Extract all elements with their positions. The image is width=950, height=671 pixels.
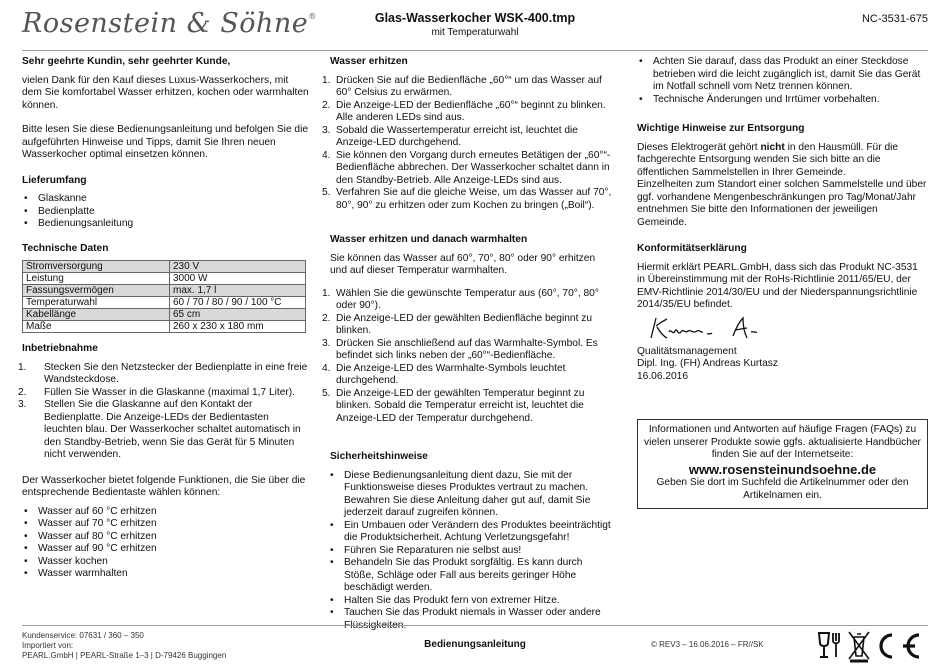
column-3: [637, 56, 928, 509]
scope-heading: Lieferumfang: [22, 174, 87, 186]
tech-table: [22, 260, 306, 333]
heat-heading: Wasser erhitzen: [330, 56, 408, 67]
list-item: • Ein Umbauen oder Verändern des Produktes beeinträchtigt die Produktsicherheit. Achtung Verletzungsgefahr!: [344, 520, 613, 545]
table-row: Fassungsvermögen max. 1,7 l: [23, 285, 306, 297]
list-item: • Wasser auf 80 °C erhitzen: [38, 531, 309, 544]
table-row: Temperaturwahl 60 / 70 / 80 / 90 / 100 °C: [23, 297, 306, 309]
signature: [637, 312, 928, 346]
website-link[interactable]: www.rosensteinundsoehne.de: [688, 461, 877, 477]
safety-heading: Sicherheitshinweise: [330, 451, 428, 462]
functions-intro: Der Wasserkocher bietet folgende Funktionen, die Sie über die entsprechende Bedientaste wählen können:: [22, 474, 306, 498]
list-item: 5. Die Anzeige-LED der gewählten Temperatur beginnt zu blinken. Sobald die Temperatur erreicht ist, leuchtet die Anzeige-LED der Temperatur durchgehend.: [322, 387, 585, 424]
certification-icons: [816, 629, 928, 665]
sign-date: 16.06.2016: [637, 370, 688, 382]
list-item: • Wasser auf 70 °C erhitzen: [38, 518, 309, 531]
safety-list-continued: [637, 56, 928, 106]
keep-warm-heading: Wasser erhitzen und danach warmhalten: [330, 234, 528, 245]
faq-box: [637, 419, 928, 509]
article-code: NC-3531-675: [861, 13, 928, 25]
list-item: 2. Die Anzeige-LED der Bedienfläche „60°“ beginnt zu blinken. Alle anderen LEDs sind aus.: [322, 99, 606, 123]
table-row: Stromversorgung 230 V: [23, 261, 306, 273]
conformity-text: Hiermit erklärt PEARL.GmbH, dass sich das Produkt NC-3531 in Übereinstimmung mit der RoHs-Richtlinie 2011/65/EU, der EMV-Richtlinie 2014/30/EU und der Niederspannungsrichtlinie 2014/35/EU befindet.: [637, 261, 918, 310]
list-item: • Führen Sie Reparaturen nie selbst aus!: [344, 545, 613, 558]
list-item: • Tauchen Sie das Produkt niemals in Wasser oder andere Flüssigkeiten.: [344, 607, 613, 632]
conformity-heading: Konformitätserklärung: [637, 243, 747, 254]
list-item: 3. Drücken Sie anschließend auf das Warmhalte-Symbol. Es befindet sich links neben der „60°“-Bedienfläche.: [322, 337, 598, 361]
list-item: • Technische Änderungen und Irrtümer vorbehalten.: [653, 94, 928, 107]
disposal-heading: Wichtige Hinweise zur Entsorgung: [637, 123, 805, 134]
table-row: Maße 260 x 230 x 180 mm: [23, 321, 306, 333]
column-1: [18, 56, 309, 581]
heat-steps: [322, 75, 613, 213]
intro-paragraph-1: vielen Dank für den Kauf dieses Luxus-Wasserkochers, mit dem Sie komfortabel Wasser erhitzen, kochen oder warmhalten können.: [22, 74, 309, 111]
list-item: • Behandeln Sie das Produkt sorgfältig. Es kann durch Stöße, Schläge oder Fall aus bereits geringer Höhe beschädigt werden.: [344, 557, 613, 595]
list-item: • Bedienungsanleitung: [38, 218, 309, 231]
list-item: 1. Drücken Sie auf die Bedienfläche „60°“ um das Wasser auf 60° Celsius zu erwärmen.: [322, 74, 602, 98]
greeting: Sehr geehrte Kundin, sehr geehrter Kunde,: [22, 56, 231, 67]
column-2: [322, 56, 613, 632]
list-item: 4. Sie können den Vorgang durch erneutes Betätigen der „60°“-Bedienfläche abbrechen. Der Wasserkocher schaltet dann in den Standby-Betrieb. Alle Anzeige-LEDs sind aus.: [322, 149, 611, 186]
document-subtitle: mit Temperaturwahl: [431, 27, 519, 38]
list-item: 1. Wählen Sie die gewünschte Temperatur aus (60°, 70°, 80° oder 90°).: [322, 287, 599, 311]
importer-address: PEARL.GmbH | PEARL-Straße 1–3 | D-79426 Buggingen: [22, 651, 227, 660]
safety-list: [322, 470, 613, 633]
list-item: • Wasser warmhalten: [38, 568, 309, 581]
customer-service: Kundenservice: 07631 / 360 – 350: [22, 631, 144, 640]
document-title: Glas-Wasserkocher WSK-400.tmp: [374, 11, 576, 25]
faq-text-2: Geben Sie dort im Suchfeld die Artikelnummer oder den Artikelnamen ein.: [656, 477, 909, 501]
sign-role: Qualitätsmanagement: [637, 345, 737, 357]
importer-label: Importiert von:: [22, 641, 74, 650]
list-item: 2. Die Anzeige-LED der gewählten Bedienfläche beginnt zu blinken.: [322, 312, 592, 336]
footer-title: Bedienungsanleitung: [424, 639, 526, 650]
signature-image: [637, 312, 777, 346]
scope-list: [22, 193, 309, 231]
list-item: 2. Füllen Sie Wasser in die Glaskanne (maximal 1,7 Liter).: [18, 386, 296, 398]
sign-name: Dipl. Ing. (FH) Andreas Kurtasz: [637, 358, 778, 369]
list-item: • Achten Sie darauf, dass das Produkt an einer Steckdose betrieben wird die leicht zugänglich ist, damit Sie das Gerät im Notfall schnell vom Netz trennen können.: [653, 56, 928, 94]
weee-bin-icon: [849, 632, 869, 661]
table-row: Leistung 3000 W: [23, 273, 306, 285]
glass-fork-icon: [819, 633, 839, 657]
list-item: • Bedienplatte: [38, 206, 309, 219]
setup-heading: Inbetriebnahme: [22, 343, 98, 354]
faq-text: Informationen und Antworten auf häufige Fragen (FAQs) zu vielen unserer Produkte sowie ggfs. aktualisierte Handbücher finden Sie auf der Internetseite:: [644, 424, 921, 460]
list-item: • Wasser kochen: [38, 556, 309, 569]
list-item: • Diese Bedienungsanleitung dient dazu, Sie mit der Funktionsweise dieses Produktes vertraut zu machen. Bewahren Sie diese Anleitung daher gut auf, damit Sie jederzeit darauf zugreifen können.: [344, 470, 613, 520]
tech-heading: Technische Daten: [22, 242, 109, 254]
header-divider: [22, 50, 928, 51]
footer-divider: [22, 625, 928, 626]
revision-info: © REV3 – 16.06.2016 – FR//SK: [651, 640, 764, 649]
list-item: • Glaskanne: [38, 193, 309, 206]
keep-warm-intro: Sie können das Wasser auf 60°, 70°, 80° oder 90° erhitzen und auf dieser Temperatur warmhalten.: [330, 252, 596, 276]
list-item: 3. Sobald die Wassertemperatur erreicht ist, leuchtet die Anzeige-LED durchgehend.: [322, 124, 578, 148]
list-item: • Halten Sie das Produkt fern von extremer Hitze.: [344, 595, 613, 608]
keep-warm-steps: [322, 288, 613, 426]
list-item: 4. Die Anzeige-LED des Warmhalte-Symbols leuchtet durchgehend.: [322, 362, 566, 386]
list-item: • Wasser auf 60 °C erhitzen: [38, 506, 309, 519]
list-item: • Wasser auf 90 °C erhitzen: [38, 543, 309, 556]
list-item: 5. Verfahren Sie auf die gleiche Weise, um das Wasser auf 70°, 80°, 90° zu erhitzen oder zum Kochen zu bringen („Boil“).: [322, 187, 612, 211]
setup-steps: [18, 362, 309, 462]
disposal-text-2: Einzelheiten zum Standort einer solchen Sammelstelle und über ggf. vorhandene Mengenbeschränkungen pro Tag/Monat/Jahr entnehmen Sie bitte den Informationen der jeweiligen Gemeinde.: [637, 179, 927, 228]
list-item: 3. Stellen Sie die Glaskanne auf den Kontakt der Bedienplatte. Die Anzeige-LEDs der Bedientasten leuchten blau. Der Wasserkocher schaltet automatisch in den Standby-Betrieb, wenn Sie das Gerät für 5 Minuten nicht verwenden.: [18, 399, 301, 460]
ce-mark-icon: [881, 635, 919, 657]
disposal-text: Dieses Elektrogerät gehört nicht in den Hausmüll. Für die fachgerechte Entsorgung wenden Sie sich bitte an die öffentlichen Sammelstellen in Ihrer Gemeinde.: [637, 141, 899, 178]
page-header: [0, 0, 950, 52]
brand-logo: Rosenstein & Söhne®: [22, 8, 317, 39]
table-row: Kabellänge 65 cm: [23, 309, 306, 321]
list-item: 1. Stecken Sie den Netzstecker der Bedienplatte in eine freie Wandsteckdose.: [18, 361, 308, 385]
intro-paragraph-2: Bitte lesen Sie diese Bedienungsanleitung und befolgen Sie die aufgeführten Hinweise und Tipps, damit Sie Ihren neuen Wasserkocher optimal einsetzen können.: [22, 124, 309, 160]
footer-left: [22, 631, 226, 661]
functions-list: [22, 506, 309, 581]
